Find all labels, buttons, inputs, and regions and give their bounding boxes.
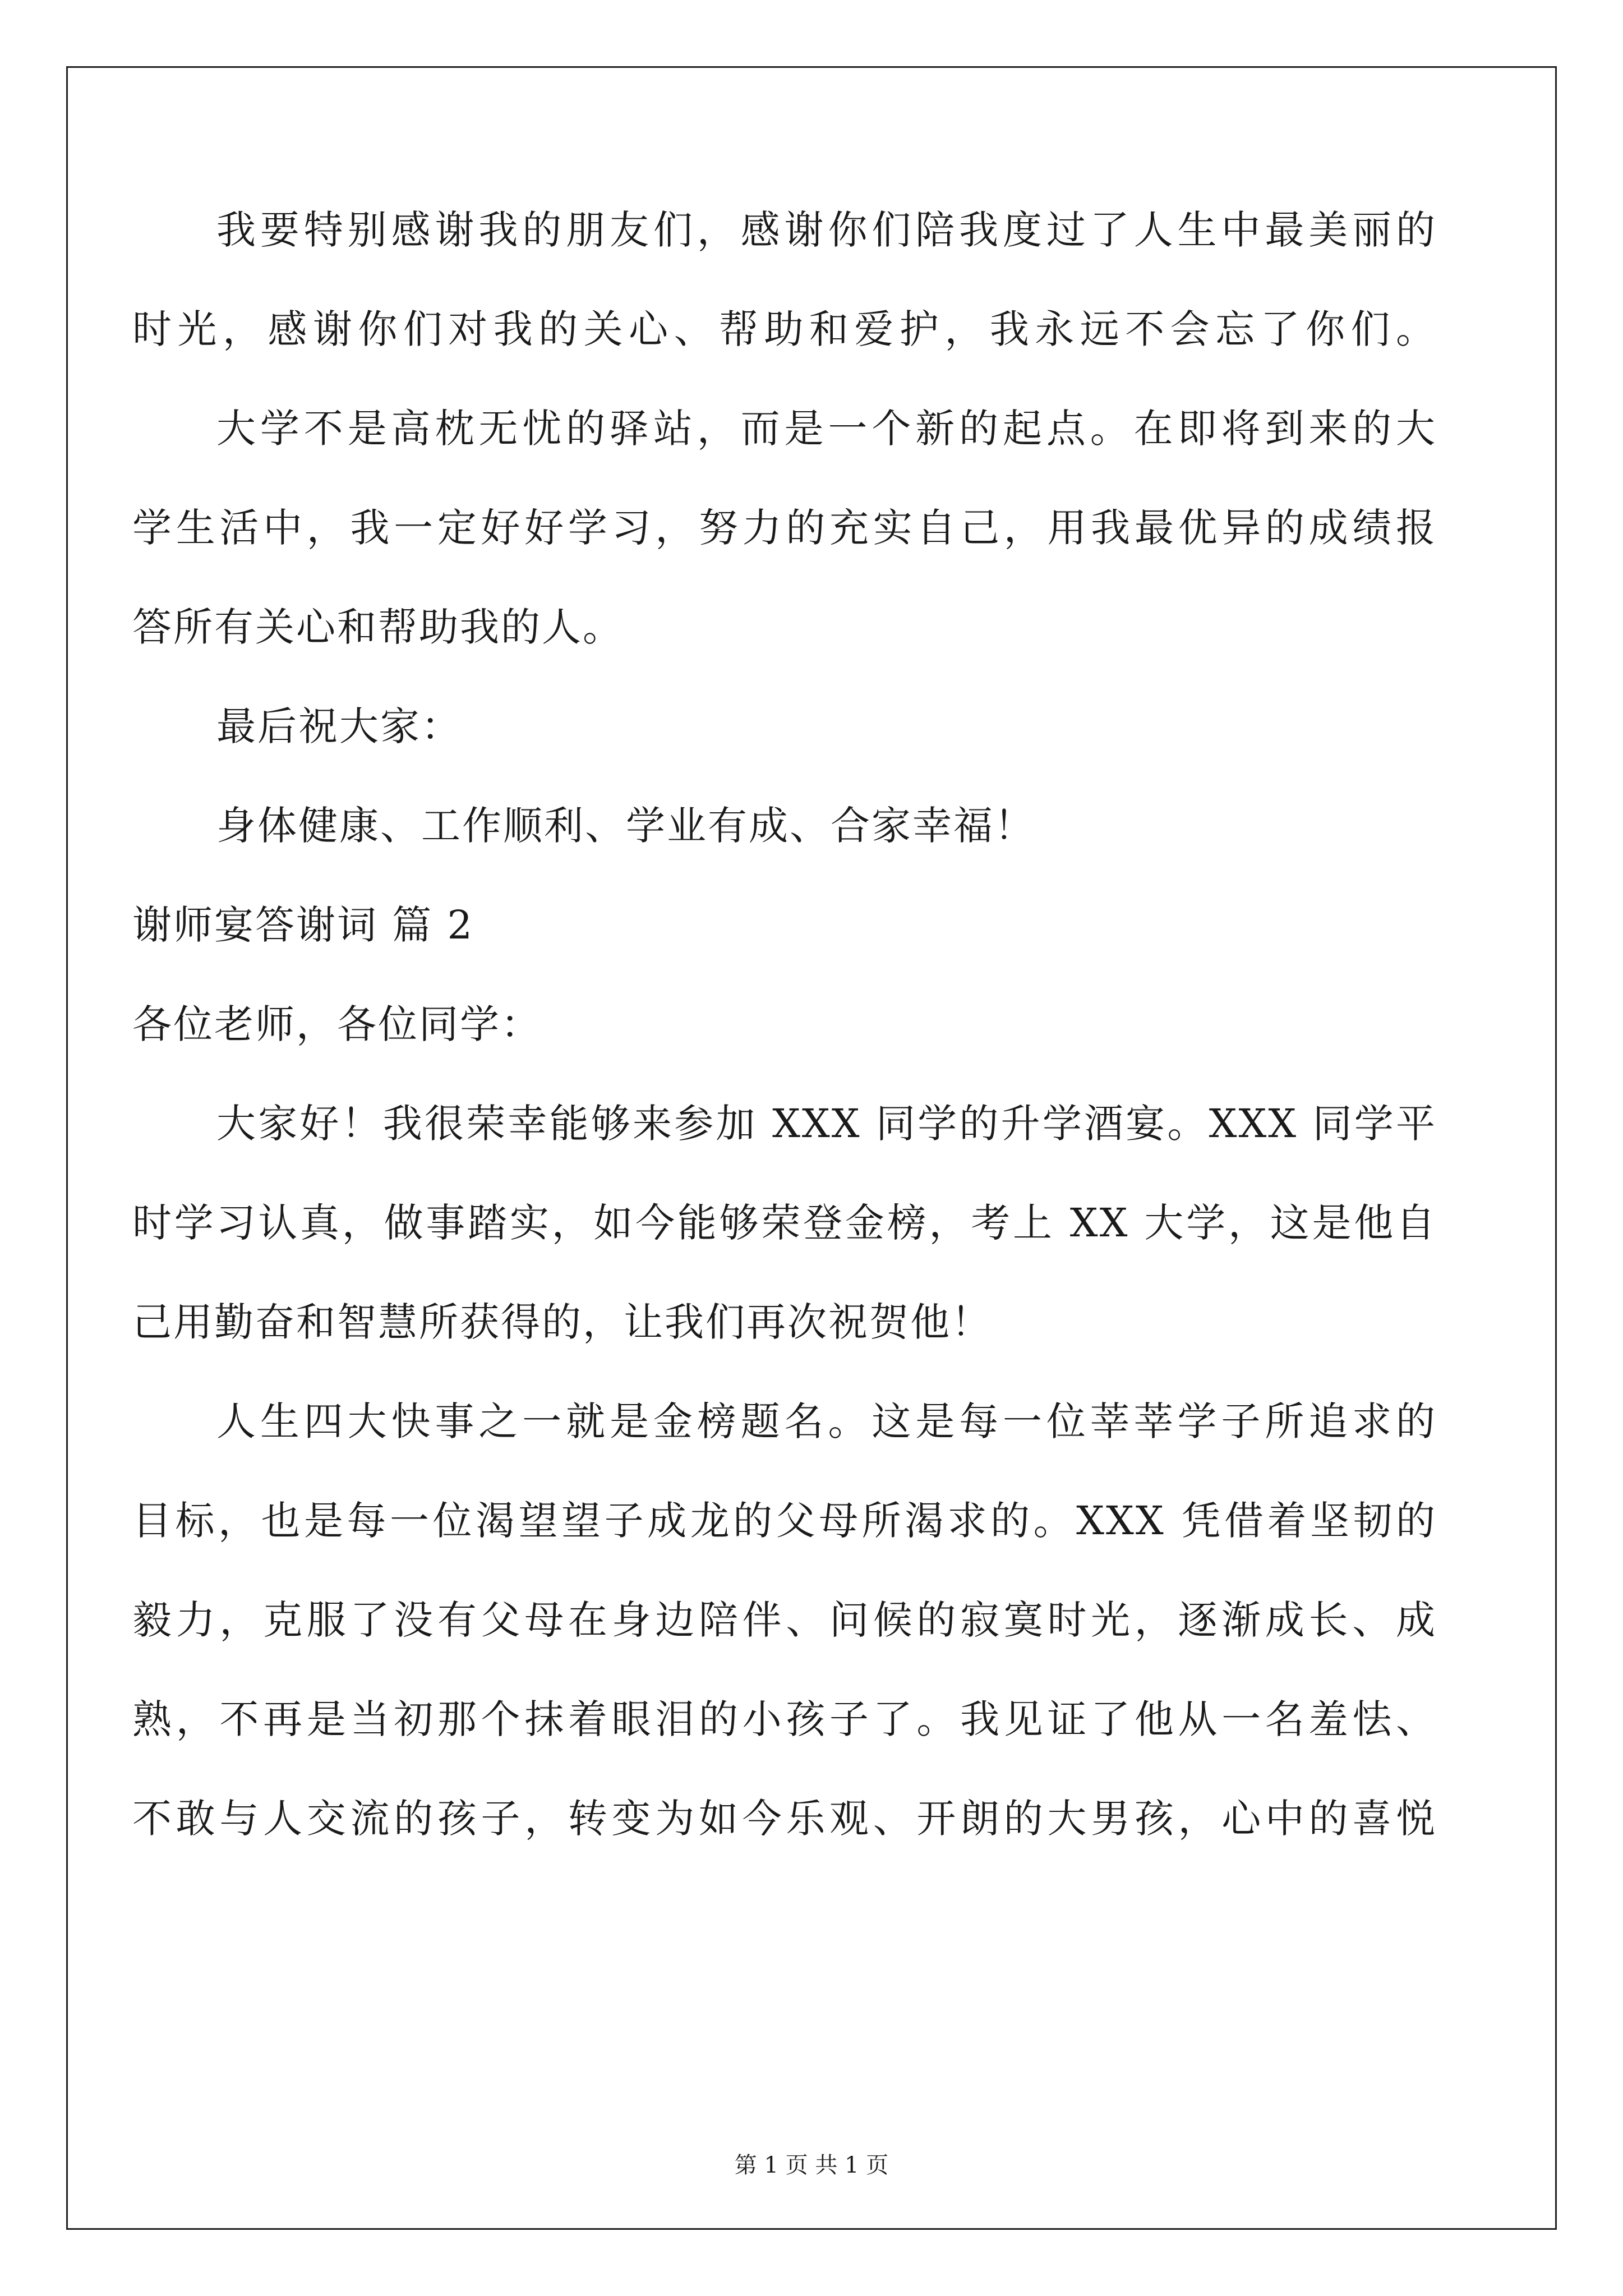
section-heading: 谢师宴答谢词 篇 2	[132, 902, 474, 948]
text-line: 人生四大快事之一就是金榜题名。这是每一位莘莘学子所追求的	[216, 1398, 1437, 1444]
page-number: 第 1 页 共 1 页	[734, 2152, 889, 2178]
text-line: 目标，也是每一位渴望望子成龙的父母所渴求的。XXX 凭借着坚韧的	[132, 1498, 1437, 1544]
salutation: 各位老师，各位同学：	[132, 1001, 542, 1047]
text-line: 毅力，克服了没有父母在身边陪伴、问候的寂寞时光，逐渐成长、成	[132, 1597, 1437, 1643]
text-line: 时学习认真，做事踏实，如今能够荣登金榜，考上 XX 大学，这是他自	[132, 1200, 1437, 1246]
text-line: 最后祝大家：	[216, 703, 462, 749]
text-line: 学生活中，我一定好好学习，努力的充实自己，用我最优异的成绩报	[132, 505, 1437, 551]
text-line: 己用勤奋和智慧所获得的，让我们再次祝贺他！	[132, 1299, 992, 1345]
text-line: 不敢与人交流的孩子，转变为如今乐观、开朗的大男孩，心中的喜悦	[132, 1796, 1437, 1842]
text-line: 熟，不再是当初那个抹着眼泪的小孩子了。我见证了他从一名羞怯、	[132, 1696, 1437, 1742]
text-line: 时光，感谢你们对我的关心、帮助和爱护，我永远不会忘了你们。	[132, 306, 1437, 352]
text-line: 大学不是高枕无忧的驿站，而是一个新的起点。在即将到来的大	[216, 406, 1437, 452]
text-line: 身体健康、工作顺利、学业有成、合家幸福！	[216, 803, 1035, 849]
text-line: 我要特别感谢我的朋友们，感谢你们陪我度过了人生中最美丽的	[216, 207, 1437, 253]
text-line: 答所有关心和帮助我的人。	[132, 604, 624, 650]
text-line: 大家好！我很荣幸能够来参加 XXX 同学的升学酒宴。XXX 同学平	[216, 1101, 1437, 1147]
